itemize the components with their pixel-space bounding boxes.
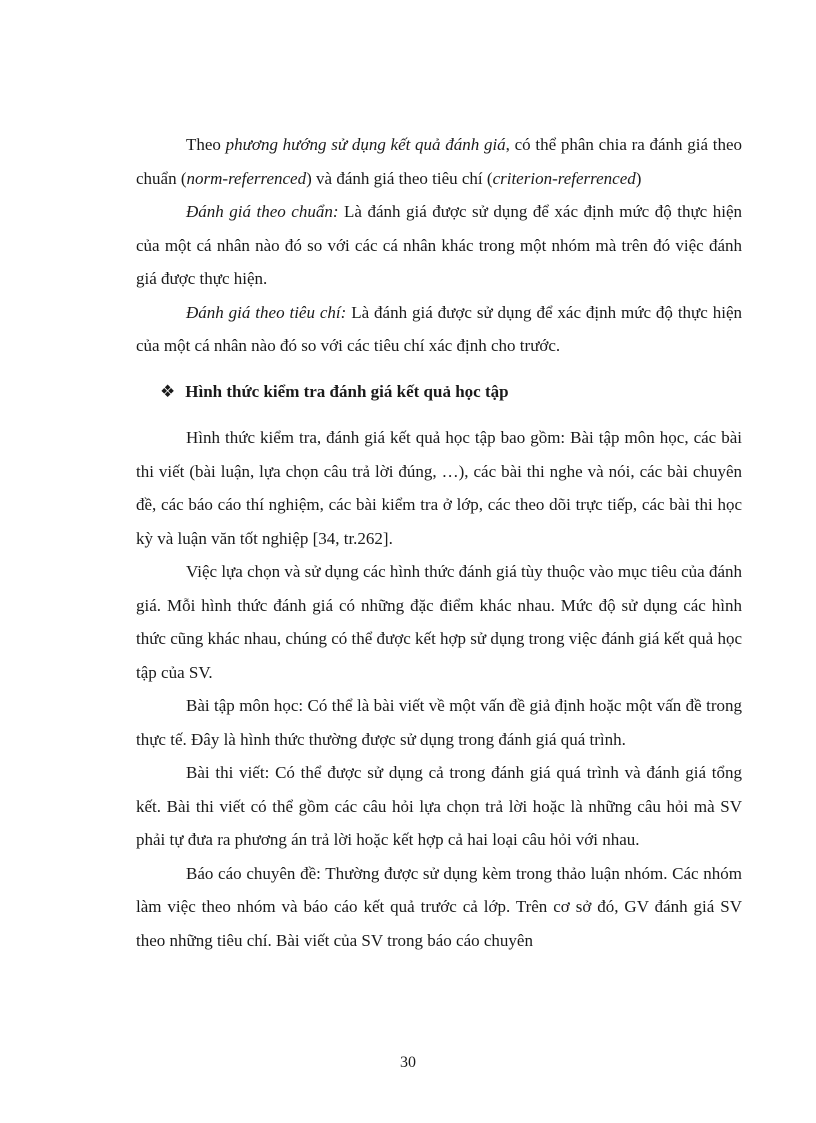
paragraph-topic-report: Báo cáo chuyên đề: Thường được sử dụng kèm trong thảo luận nhóm. Các nhóm làm việc theo nhóm và báo cáo kết quả trước cả lớp. Trên cơ sở đó, GV đánh giá SV theo những tiêu chí. Bài viết của SV trong báo cáo chuyên xyxy=(136,863,742,950)
term-criterion-referenced: Đánh giá theo tiêu chí: xyxy=(186,302,347,322)
section-heading xyxy=(136,375,742,409)
page-number: 30 xyxy=(400,1054,416,1071)
paragraph-coursework: Bài tập môn học: Có thể là bài viết về một vấn đề giả định hoặc một vấn đề trong thực tế. Đây là hình thức thường được sử dụng trong đánh giá quá trình. xyxy=(136,696,742,749)
paragraph-criterion-referenced: Đánh giá theo tiêu chí: Là đánh giá được sử dụng để xác định mức độ thực hiện của một cá nhân nào đó so với các tiêu chí xác định cho trước. xyxy=(136,302,742,355)
diamond-bullet-icon: ❖ xyxy=(160,381,176,401)
section-heading-text: Hình thức kiểm tra đánh giá kết quả học tập xyxy=(185,381,509,401)
paragraph-selection: Việc lựa chọn và sử dụng các hình thức đánh giá tùy thuộc vào mục tiêu của đánh giá. Mỗi hình thức đánh giá có những đặc điểm khác nhau. Mức độ sử dụng các hình thức cũng khác nhau, chúng có thể được kết hợp sử dụng trong việc đánh giá kết quả học tập của SV. xyxy=(136,562,742,682)
paragraph-forms: Hình thức kiểm tra, đánh giá kết quả học tập bao gồm: Bài tập môn học, các bài thi viết (bài luận, lựa chọn câu trả lời đúng, …), các bài thi nghe và nói, các bài chuyên đề, các báo cáo thí nghiệm, các bài kiểm tra ở lớp, các theo dõi trực tiếp, các bài thi học kỳ và luận văn tốt nghiệp [34, tr.262]. xyxy=(136,428,742,548)
page-body xyxy=(136,128,742,957)
paragraph-written-exam: Bài thi viết: Có thể được sử dụng cả trong đánh giá quá trình và đánh giá tổng kết. Bài thi viết có thể gồm các câu hỏi lựa chọn trả lời hoặc là những câu hỏi mà SV phải tự đưa ra phương án trả lời hoặc kết hợp cả hai loại câu hỏi với nhau. xyxy=(136,763,742,849)
paragraph-assessment-direction: Theo phương hướng sử dụng kết quả đánh giá, có thể phân chia ra đánh giá theo chuẩn (norm-referrenced) và đánh giá theo tiêu chí (criterion-referrenced) xyxy=(136,135,742,188)
term-norm-referenced: Đánh giá theo chuẩn: xyxy=(186,202,339,221)
paragraph-norm-referenced: Đánh giá theo chuẩn: Là đánh giá được sử dụng để xác định mức độ thực hiện của một cá nhân nào đó so với các cá nhân khác trong một nhóm mà trên đó việc đánh giá được thực hiện. xyxy=(136,202,742,288)
